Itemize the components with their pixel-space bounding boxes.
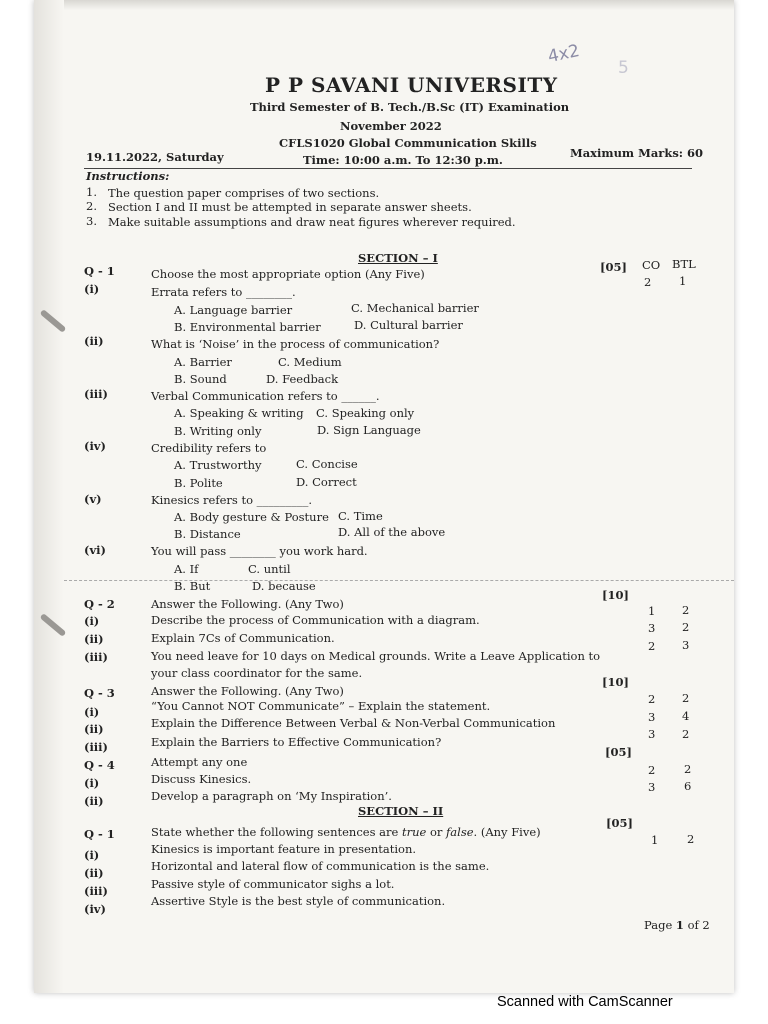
question-label: Q - 1 — [84, 827, 115, 841]
page-fold-line — [64, 580, 734, 581]
item-number: (ii) — [84, 334, 104, 348]
instruction-text: The question paper comprises of two sections. — [108, 186, 380, 200]
item-number: (iv) — [84, 902, 106, 916]
header-rule — [84, 168, 692, 169]
item-text: Describe the process of Communication with a diagram. — [151, 613, 480, 627]
handwritten-mark: 4x2 — [546, 40, 582, 68]
instruction-text: Make suitable assumptions and draw neat figures wherever required. — [108, 215, 516, 229]
co-value: 3 — [648, 780, 656, 794]
option-b: B. Environmental barrier — [174, 320, 321, 334]
question-text-part: State whether the following sentences are — [151, 825, 402, 839]
item-text: Kinesics is important feature in presentation. — [151, 842, 417, 856]
item-number: (ii) — [84, 722, 104, 736]
scanner-watermark: Scanned with CamScanner — [497, 994, 673, 1010]
co-column-header: CO — [642, 258, 661, 272]
item-number: (v) — [84, 492, 102, 506]
question-text: Attempt any one — [151, 755, 248, 769]
option-a: A. Speaking & writing — [174, 406, 304, 420]
page-number-current: 1 — [675, 918, 684, 932]
item-number: (iii) — [84, 387, 108, 401]
option-d: D. Correct — [296, 475, 357, 489]
item-number: (ii) — [84, 866, 104, 880]
co-value: 1 — [651, 833, 659, 847]
item-number: (ii) — [84, 794, 104, 808]
item-text: Explain the Barriers to Effective Communication? — [151, 735, 442, 749]
item-text-continued: your class coordinator for the same. — [151, 666, 363, 680]
option-a: A. If — [174, 562, 199, 576]
item-number: (iii) — [84, 740, 108, 754]
option-d: D. because — [252, 579, 316, 593]
question-marks: [05] — [606, 816, 633, 830]
item-number: (vi) — [84, 543, 106, 557]
question-text-part: or — [426, 825, 447, 839]
university-name: P P SAVANI UNIVERSITY — [265, 73, 558, 97]
question-text-italic: true — [401, 825, 427, 839]
btl-value: 2 — [687, 832, 695, 846]
btl-value: 2 — [682, 620, 690, 634]
option-b: B. Polite — [174, 476, 223, 490]
item-text: “You Cannot NOT Communicate” – Explain the statement. — [151, 699, 491, 713]
option-d: D. Feedback — [266, 372, 339, 386]
option-b: B. But — [174, 579, 211, 593]
option-d: D. All of the above — [338, 525, 446, 539]
option-c: C. Medium — [278, 355, 342, 369]
question-marks: [05] — [600, 260, 627, 274]
co-value: 2 — [648, 763, 656, 777]
option-b: B. Writing only — [174, 424, 262, 438]
instructions-heading: Instructions: — [86, 169, 170, 183]
exam-date: 19.11.2022, Saturday — [86, 150, 224, 164]
item-number: (i) — [84, 705, 100, 719]
question-marks: [10] — [602, 588, 629, 602]
option-d: D. Cultural barrier — [354, 318, 463, 332]
page-number — [644, 920, 710, 932]
handwritten-mark: 5 — [618, 58, 629, 78]
paper-top-shadow — [34, 0, 734, 10]
item-number: (iii) — [84, 650, 108, 664]
exam-time: Time: 10:00 a.m. To 12:30 p.m. — [303, 153, 503, 167]
btl-value: 2 — [682, 603, 690, 617]
course-title: CFLS1020 Global Communication Skills — [279, 136, 537, 150]
item-text: Explain 7Cs of Communication. — [151, 631, 335, 645]
item-text: What is ‘Noise’ in the process of communication? — [151, 337, 440, 351]
option-c: C. Concise — [296, 457, 358, 471]
item-number: (i) — [84, 282, 100, 296]
item-text: Discuss Kinesics. — [151, 772, 252, 786]
item-number: (ii) — [84, 632, 104, 646]
btl-value: 2 — [682, 691, 690, 705]
btl-column-header: BTL — [672, 257, 696, 271]
btl-value: 6 — [684, 779, 692, 793]
option-a: A. Barrier — [174, 355, 232, 369]
item-text: You will pass ________ you work hard. — [151, 544, 368, 558]
question-text: Answer the Following. (Any Two) — [151, 684, 344, 698]
item-text: You need leave for 10 days on Medical grounds. Write a Leave Application to — [151, 649, 601, 663]
question-text: Choose the most appropriate option (Any Five) — [151, 267, 425, 281]
co-value: 3 — [648, 621, 656, 635]
item-text: Passive style of communicator sighs a lot. — [151, 877, 395, 891]
item-text: Horizontal and lateral flow of communication is the same. — [151, 859, 490, 873]
section-2-heading: SECTION – II — [358, 804, 444, 818]
item-text: Credibility refers to — [151, 441, 267, 455]
btl-value: 1 — [679, 274, 687, 288]
btl-value: 4 — [682, 709, 690, 723]
question-text-part: . (Any Five) — [473, 825, 541, 839]
item-text: Kinesics refers to _________. — [151, 493, 313, 507]
item-text: Assertive Style is the best style of communication. — [151, 894, 446, 908]
co-value: 3 — [648, 727, 656, 741]
option-c: C. Time — [338, 509, 383, 523]
exam-title: Third Semester of B. Tech./B.Sc (IT) Examination — [250, 100, 570, 114]
item-number: (i) — [84, 614, 100, 628]
question-label: Q - 4 — [84, 758, 115, 772]
question-label: Q - 3 — [84, 686, 115, 700]
item-text: Explain the Difference Between Verbal & Non-Verbal Communication — [151, 716, 556, 730]
co-value: 2 — [648, 639, 656, 653]
exam-paper — [34, 0, 734, 993]
option-a: A. Language barrier — [174, 303, 293, 317]
maximum-marks: Maximum Marks: 60 — [570, 146, 704, 160]
question-label: Q - 2 — [84, 597, 115, 611]
co-value: 2 — [648, 692, 656, 706]
item-number: (iv) — [84, 439, 106, 453]
question-text-italic: false — [446, 825, 474, 839]
item-number: (i) — [84, 848, 100, 862]
item-text: Develop a paragraph on ‘My Inspiration’. — [151, 789, 392, 803]
co-value: 2 — [644, 275, 652, 289]
option-a: A. Trustworthy — [174, 458, 262, 472]
btl-value: 3 — [682, 638, 690, 652]
item-number: (iii) — [84, 884, 108, 898]
option-c: C. Speaking only — [316, 406, 415, 420]
option-c: C. Mechanical barrier — [351, 301, 479, 315]
exam-session: November 2022 — [340, 119, 442, 133]
page-number-prefix: Page — [644, 918, 676, 932]
section-1-heading: SECTION – I — [358, 251, 438, 265]
btl-value: 2 — [682, 727, 690, 741]
co-value: 3 — [648, 710, 656, 724]
instruction-text: Section I and II must be attempted in separate answer sheets. — [108, 200, 472, 214]
instruction-number: 2. — [86, 199, 97, 213]
instruction-number: 3. — [86, 214, 97, 228]
question-text — [151, 827, 541, 839]
question-marks: [10] — [602, 675, 629, 689]
paper-left-shadow — [34, 0, 64, 993]
instruction-number: 1. — [86, 185, 97, 199]
option-a: A. Body gesture & Posture — [174, 510, 329, 524]
btl-value: 2 — [684, 762, 692, 776]
question-label: Q - 1 — [84, 264, 115, 278]
item-text: Errata refers to ________. — [151, 285, 296, 299]
option-b: B. Sound — [174, 372, 227, 386]
option-d: D. Sign Language — [317, 423, 421, 437]
option-b: B. Distance — [174, 527, 241, 541]
question-text: Answer the Following. (Any Two) — [151, 597, 344, 611]
option-c: C. until — [248, 562, 291, 576]
page-number-suffix: of 2 — [683, 918, 710, 932]
question-marks: [05] — [605, 745, 632, 759]
co-value: 1 — [648, 604, 656, 618]
item-text: Verbal Communication refers to ______. — [151, 389, 380, 403]
item-number: (i) — [84, 776, 100, 790]
